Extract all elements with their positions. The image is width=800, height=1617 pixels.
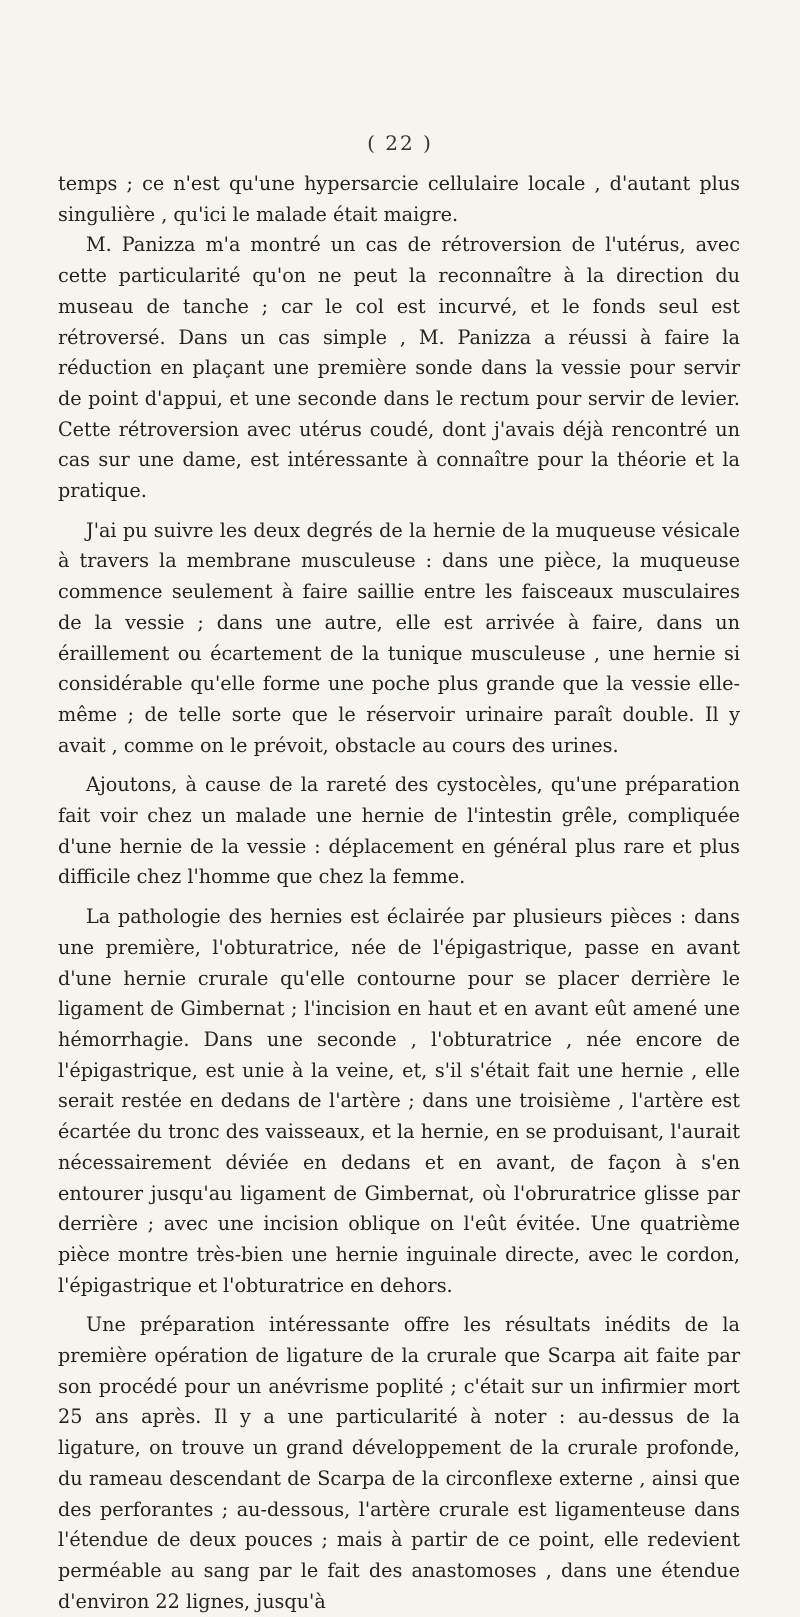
paragraph-vesical-hernia: J'ai pu suivre les deux degrés de la hernie de la muqueuse vésicale à travers la membrane musculeuse : dans une pièce, la muqueuse commence seulement à faire saillie entre les faisceaux musculaires de la vessie ; dans une autre, elle est arrivée à faire, dans un éraillement ou écartement de la tunique musculeuse , une hernie si considérable qu'elle forme une poche plus grande que la vessie elle-même ; de telle sorte que le réservoir urinaire paraît double. Il y avait , comme on le prévoit, obstacle au cours des urines. [58, 518, 740, 757]
page-number: ( 22 ) [367, 131, 433, 155]
paragraph-crural-ligature: Une préparation intéressante offre les résultats inédits de la première opération de ligature de la crurale que Scarpa ait faite par son procédé pour un anévrisme poplité ; c'était sur un infirmier mort 25 ans après. Il y a une particularité à noter : au-dessus de la ligature, on trouve un grand développement de la crurale profonde, du rameau descendant de Scarpa de la circonflexe externe , ainsi que des perforantes ; au-dessous, l'artère crurale est ligamenteuse dans l'étendue de deux pouces ; mais à partir de ce point, elle redevient perméable au sang par le fait des anastomoses , dans une étendue d'environ 22 lignes, jusqu'à [58, 1313, 740, 1613]
paragraph-continuation: temps ; ce n'est qu'une hypersarcie cellulaire locale , d'autant plus singulière , qu'ici le malade était maigre. [58, 172, 740, 226]
paragraph-uterus-retroversion: M. Panizza m'a montré un cas de rétroversion de l'utérus, avec cette particularité qu'on ne peut la reconnaître à la direction du museau de tanche ; car le col est incurvé, et le fonds seul est rétroversé. Dans un cas simple , M. Panizza a réussi à faire la réduction en plaçant une première sonde dans la vessie pour servir de point d'appui, et une seconde dans le rectum pour servir de levier. Cette rétroversion avec utérus coudé, dont j'avais déjà rencontré un cas sur une dame, est intéressante à connaître pour la théorie et la pratique. [58, 233, 740, 503]
paragraph-cystocele: Ajoutons, à cause de la rareté des cystocèles, qu'une préparation fait voir chez un malade une hernie de l'intestin grêle, compliquée d'une hernie de la vessie : déplacement en général plus rare et plus difficile chez l'homme que chez la femme. [58, 773, 740, 889]
body-text [58, 169, 740, 1617]
paragraph-hernia-pathology: La pathologie des hernies est éclairée par plusieurs pièces : dans une première, l'obturatrice, née de l'épigastrique, passe en avant d'une hernie crurale qu'elle contourne pour se placer derrière le ligament de Gimbernat ; l'incision en haut et en avant eût amené une hémorrhagie. Dans une seconde , l'obturatrice , née encore de l'épigastrique, est unie à la veine, et, s'il s'était fait une hernie , elle serait restée en dedans de l'artère ; dans une troisième , l'artère est écartée du tronc des vaisseaux, et la hernie, en se produisant, l'aurait nécessairement déviée en dedans et en avant, de façon à s'en entourer jusqu'au ligament de Gimbernat, où l'obruratrice glisse par derrière ; avec une incision oblique on l'eût évitée. Une quatrième pièce montre très-bien une hernie inguinale directe, avec le cordon, l'épigastrique et l'obturatrice en dehors. [58, 905, 740, 1297]
